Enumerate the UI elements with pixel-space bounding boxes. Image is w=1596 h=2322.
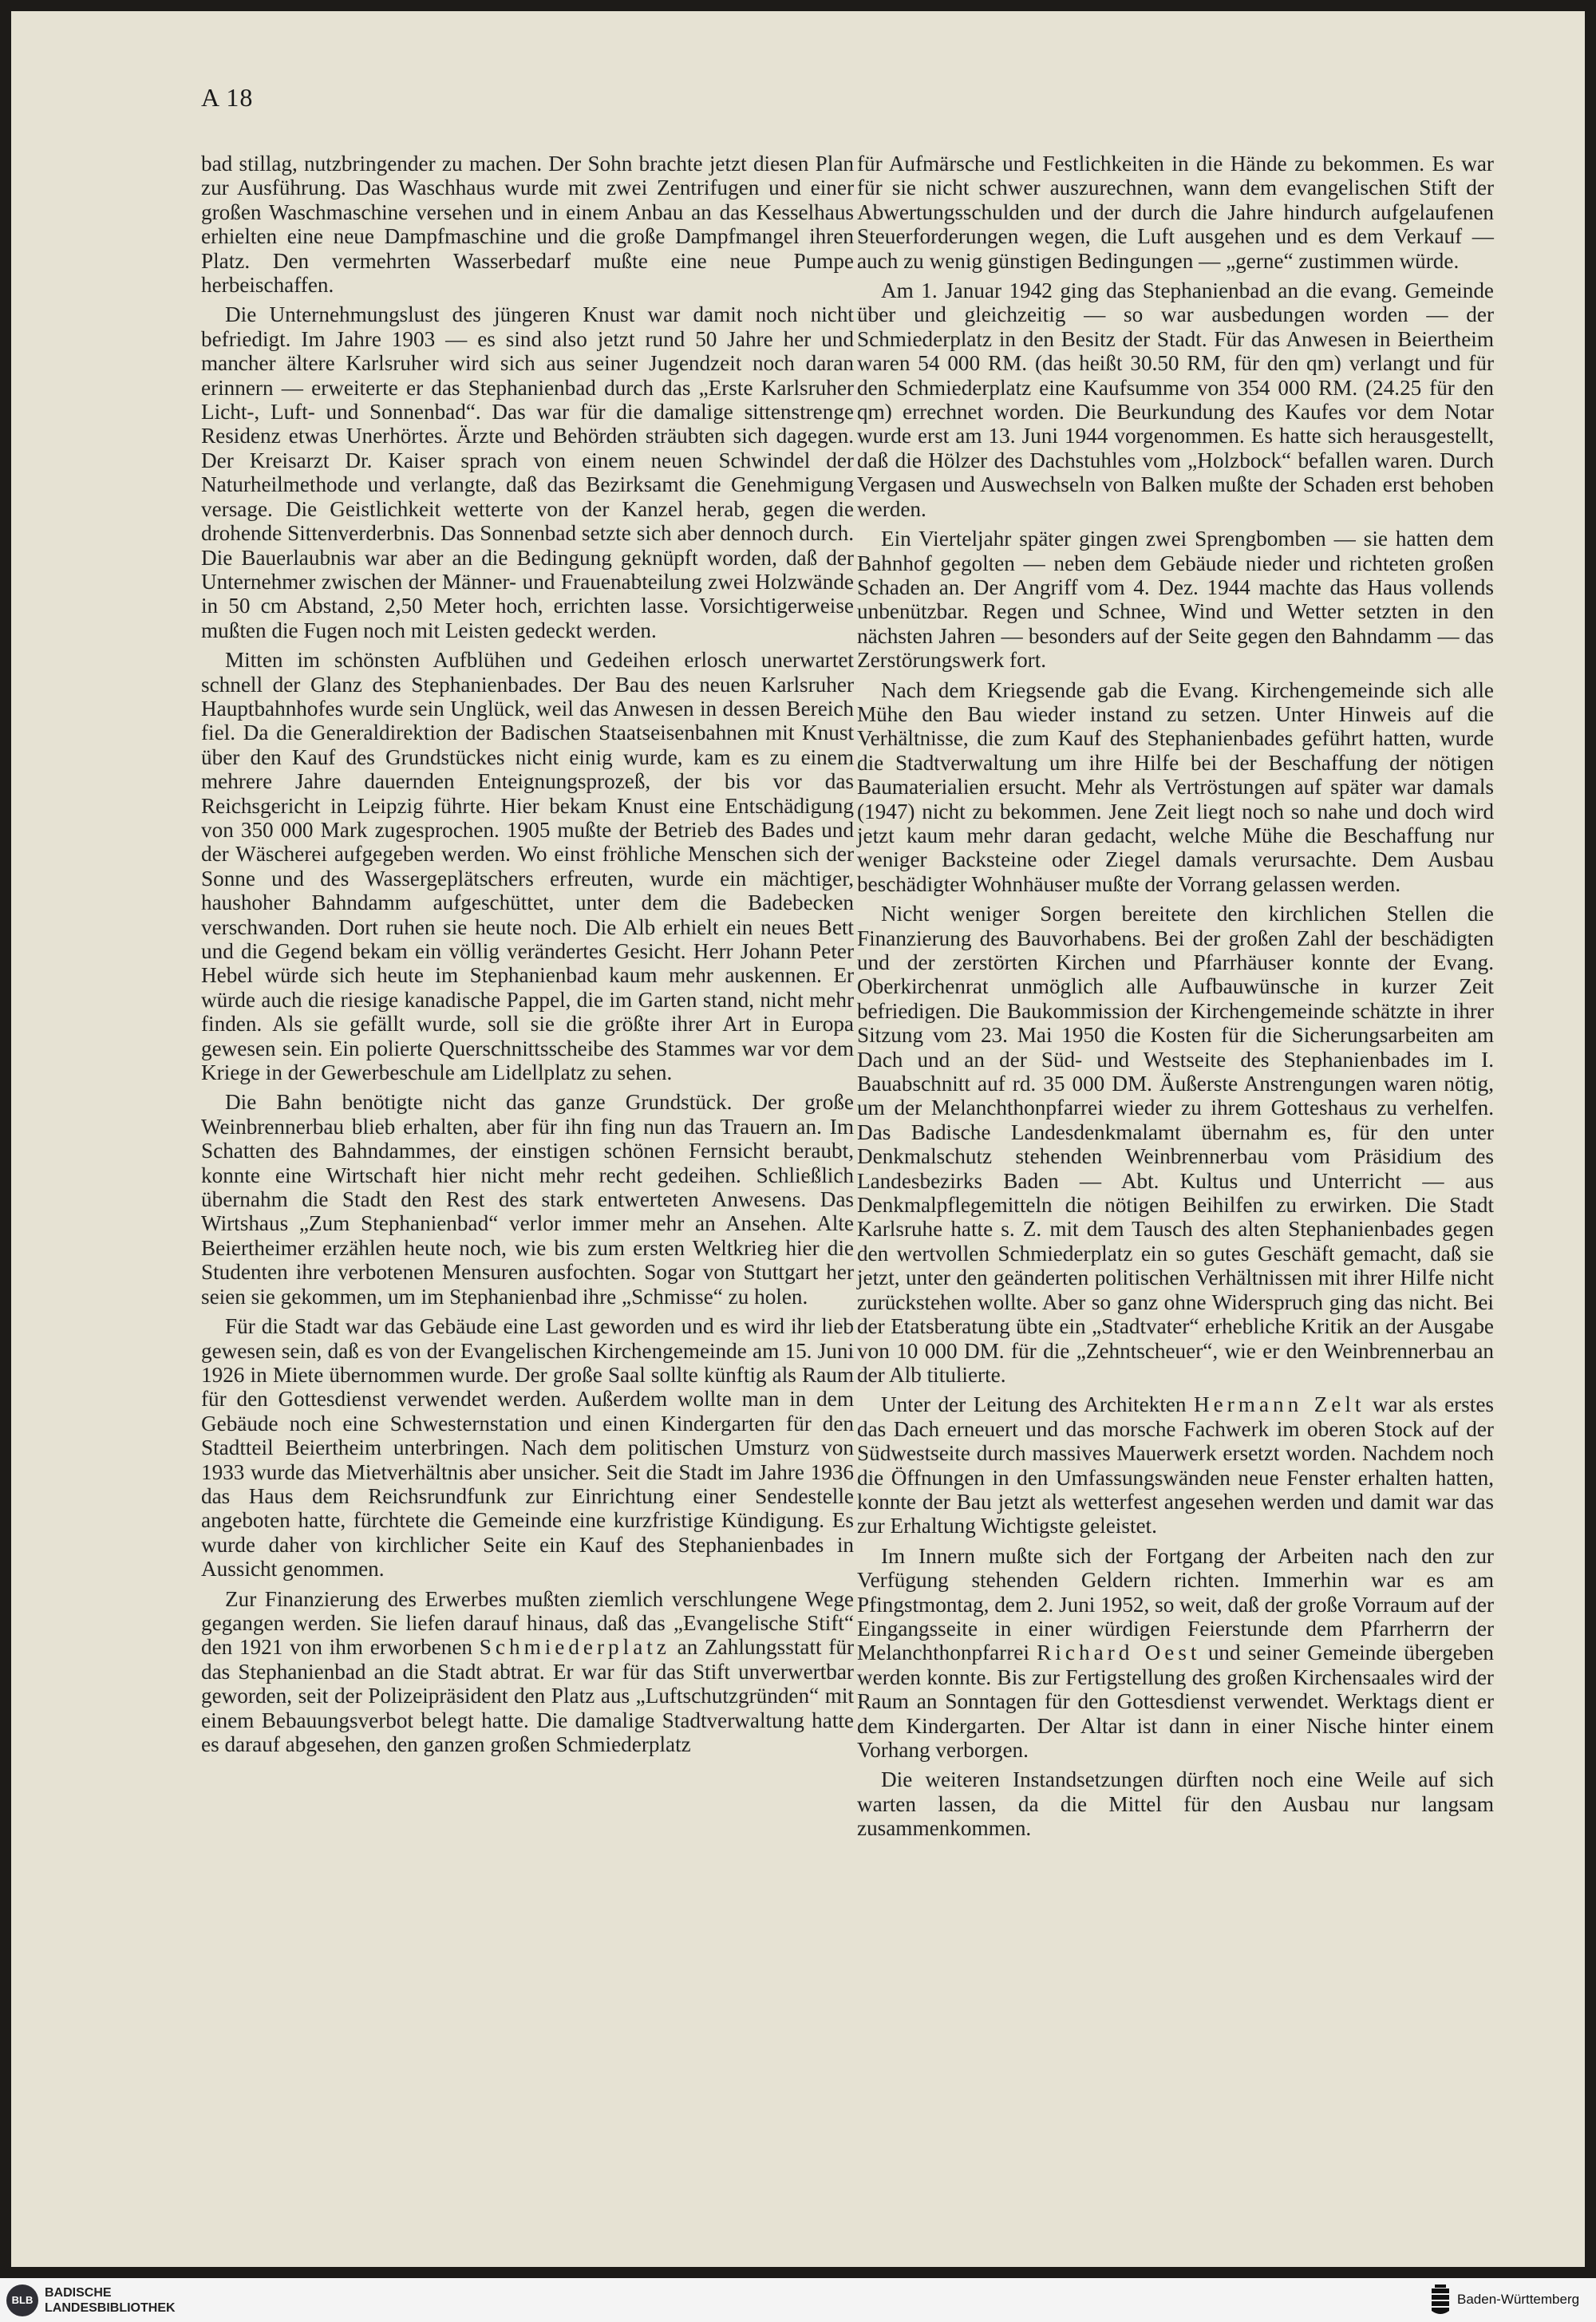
text-run: Im Innern mußte sich der Fortgang der Arbeiten nach den zur Verfügung stehenden Geldern richten. Immerhin war es am Pfingstmontag, dem 2. Juni 1952, so weit, daß der große Vorraum auf der Eingangsseite in einer würdigen Feierstunde dem Pfarrherrn der Melanchthonpfarrei — [857, 1543, 1494, 1665]
paragraph: Für die Stadt war das Gebäude eine Last geworden und es wird ihr lieb gewesen sein, daß es von der Evangelischen Kirchengemeinde am 15. Juni 1926 in Miete übernommen wurde. Der große Saal sollte künftig als Raum für den Gottesdienst verwendet werden. Außerdem wollte man in dem Gebäude noch eine Schwesternstation und einen Kindergarten für den Stadtteil Beiertheim unterbringen. Nach dem politischen Umsturz von 1933 wurde das Mietverhältnis aber unsicher. Seit die Stadt im Jahre 1936 das Haus dem Reichsrundfunk zur Einrichtung einer Sendestelle angeboten hatte, fürchtete die Gemeinde eine kurzfristige Kündigung. Es wurde daher von kirchlicher Seite ein Kauf des Stephanienbades in Aussicht genommen. — [201, 1314, 854, 1582]
footer-bar — [0, 2278, 1596, 2322]
right-column — [857, 152, 1494, 1846]
library-name-line: LANDESBIBLIOTHEK — [45, 2301, 176, 2315]
state-coat-of-arms-icon[interactable] — [1428, 2284, 1452, 2317]
state-name[interactable]: Baden-Württemberg — [1457, 2292, 1580, 2307]
paragraph: bad stillag, nutzbringender zu machen. Der Sohn brachte jetzt diesen Plan zur Ausführung. Das Waschhaus wurde mit zwei Zentrifugen und einer großen Waschmaschine versehen und in einem Anbau an das Kesselhaus erhielten eine neue Dampfmaschine und die große Dampfmangel ihren Platz. Den vermehrten Wasserbedarf mußte eine neue Pumpe herbeischaffen. — [201, 152, 854, 298]
paragraph — [857, 1392, 1494, 1538]
text-run: Zur Finanzierung des Erwerbes mußten ziemlich verschlungene Wege gegangen werden. Sie liefen darauf hinaus, daß das „Evangelische Stift“ den 1921 von ihm erworbenen — [201, 1586, 854, 1660]
library-name-line: BADISCHE — [45, 2286, 112, 2300]
emphasized-name: Richard Oest — [1037, 1641, 1201, 1665]
page-number: A 18 — [201, 83, 254, 112]
paragraph: Die weiteren Instandsetzungen dürften noch eine Weile auf sich warten lassen, da die Mittel für den Ausbau nur langsam zusammenkommen. — [857, 1767, 1494, 1841]
paragraph: für Aufmärsche und Festlichkeiten in die Hände zu bekommen. Es war für sie nicht schwer auszurechnen, wann dem evangelischen Stift der Abwertungsschulden und der durch die Jahre hindurch aufgelaufenen Steuerforderungen wegen, die Luft ausgehen und es dem Verkauf — auch zu wenig günstigen Bedingungen — „gerne“ zustimmen würde. — [857, 152, 1494, 273]
emphasized-name: Hermann Zelt — [1194, 1392, 1365, 1417]
paragraph: Ein Vierteljahr später gingen zwei Sprengbomben — sie hatten dem Bahnhof gegolten — neben dem Gebäude nieder und richteten großen Schaden an. Der Angriff vom 4. Dez. 1944 machte das Haus vollends unbenützbar. Regen und Schnee, Wind und Wetter setzten in den nächsten Jahren — besonders auf der Seite gegen den Bahndamm — das Zerstörungswerk fort. — [857, 527, 1494, 673]
paragraph: Nach dem Kriegsende gab die Evang. Kirchengemeinde sich alle Mühe den Bau wieder instand zu setzen. Unter Hinweis auf die Verhältnisse, die zum Kauf des Stephanienbades geführt hatten, wurde die Stadtverwaltung um ihre Hilfe bei der Beschaffung der nötigen Baumaterialien ersucht. Mehr als Vertröstungen auf später war damals (1947) nicht zu bekommen. Jene Zeit liegt noch so nahe und doch wird jetzt kaum mehr daran gedacht, welche Mühe die Beschaffung nur weniger Backsteine oder Ziegel damals verursachte. Dem Ausbau beschädigter Wohnhäuser mußte der Vorrang gelassen werden. — [857, 677, 1494, 896]
paragraph: Die Unternehmungslust des jüngeren Knust war damit noch nicht befriedigt. Im Jahre 1903 — es sind also jetzt rund 50 Jahre her und mancher ältere Karlsruher wird sich aus seiner Jugendzeit noch daran erinnern — erweiterte er das Stephanienbad durch das „Erste Karlsruher Licht-, Luft- und Sonnenbad“. Das war für die damalige sittenstrenge Residenz etwas Unerhörtes. Ärzte und Behörden sträubten sich dagegen. Der Kreisarzt Dr. Kaiser sprach von einem neuen Schwindel der Naturheilmethode und verlangte, daß das Bezirksamt die Genehmigung versage. Die Geistlichkeit wetterte von der Kanzel herab, gegen die drohende Sittenverderbnis. Das Sonnenbad setzte sich aber dennoch durch. Die Bauerlaubnis war aber an die Bedingung geknüpft worden, daß der Unternehmer zwischen der Männer- und Frauenabteilung zwei Holzwände in 50 cm Abstand, 2,50 Meter hoch, errichten lasse. Vorsichtigerweise mußten die Fugen noch mit Leisten gedeckt werden. — [201, 302, 854, 642]
text-run: und seiner Gemeinde übergeben werden konnte. Bis zur Fertigstellung des großen Kirchensaales wird der Raum an Sonntagen für den Gottesdienst verwendet. Werktags dient er dem Kindergarten. Der Altar ist dann in einer Nische hinter einem Vorhang verborgen. — [857, 1641, 1494, 1762]
paragraph: Nicht weniger Sorgen bereitete den kirchlichen Stellen die Finanzierung des Bauvorhabens. Bei der großen Zahl der beschädigten und der zerstörten Kirchen und Pfarrhäuser konnte der Evang. Oberkirchenrat unmöglich alle Aufbauwünsche in kurzer Zeit befriedigen. Die Baukommission der Kirchengemeinde schätzte in ihrer Sitzung vom 23. Mai 1950 die Kosten für die Sicherungsarbeiten am Dach und an der Süd- und Westseite des Stephanienbades im I. Bauabschnitt auf rd. 35 000 DM. Äußerste Anstrengungen waren nötig, um der Melanchthonpfarrei wieder zu ihrem Gotteshaus zu verhelfen. Das Badische Landesdenkmalamt übernahm es, für den unter Denkmalschutz stehenden Weinbrennerbau vom Präsidium des Landesbezirks Baden — Abt. Kultus und Unterricht — aus Denkmalpflegemitteln die nötigen Beihilfen zu erwirken. Die Stadt Karlsruhe hatte s. Z. mit dem Tausch des alten Stephanienbades gegen den wertvollen Schmiederplatz ein so gutes Geschäft gemacht, daß sie jetzt, unter den geänderten politischen Verhältnissen mit ihrer Hilfe nicht zurückstehen wollte. Aber so ganz ohne Widerspruch ging das nicht. Bei der Etatsberatung übte ein „Stadtvater“ erhebliche Kritik an der Ausgabe von 10 000 DM. für die „Zehntscheuer“, wie er den Weinbrennerbau an der Alb titulierte. — [857, 902, 1494, 1387]
emphasized-name: Schmiederplatz — [479, 1635, 670, 1660]
left-column — [201, 152, 854, 1762]
blb-logo-icon[interactable]: BLB — [6, 2284, 38, 2316]
paragraph — [201, 1587, 854, 1757]
library-name[interactable] — [45, 2285, 176, 2316]
text-run: an Zahlungsstatt für das Stephanienbad an die Stadt abtrat. Er war für das Stift unverwertbar geworden, seit der Polizeipräsident den Platz aus „Luftschutzgründen“ mit einem Bebauungsverbot belegt hatte. Die damalige Stadtverwaltung hatte es darauf abgesehen, den ganzen großen Schmiederplatz — [201, 1635, 854, 1756]
paragraph — [857, 1544, 1494, 1763]
paragraph: Am 1. Januar 1942 ging das Stephanienbad an die evang. Gemeinde über und gleichzeitig — so war ausbedungen worden — der Schmiederplatz in den Besitz der Stadt. Für das Anwesen in Beiertheim waren 54 000 RM. (das heißt 30.50 RM, für den qm) verlangt und für den Schmiederplatz eine Kaufsumme von 354 000 RM. (24.25 für den qm) errechnet worden. Die Beurkundung des Kaufes vor dem Notar wurde erst am 13. Juni 1944 vorgenommen. Es hatte sich herausgestellt, daß die Hölzer des Dachstuhles vom „Holzbock“ befallen waren. Durch Vergasen und Auswechseln von Balken mußte der Schaden erst behoben werden. — [857, 278, 1494, 521]
text-run: Unter der Leitung des Architekten — [881, 1392, 1194, 1417]
paragraph: Mitten im schönsten Aufblühen und Gedeihen erlosch unerwartet schnell der Glanz des Stephanienbades. Der Bau des neuen Karlsruher Hauptbahnhofes wurde sein Unglück, weil das Anwesen in dessen Bereich fiel. Da die Generaldirektion der Badischen Staatseisenbahnen mit Knust über den Kauf des Grundstückes nicht einig wurde, kam es zu einem mehrere Jahre dauernden Enteignungsprozeß, der bis vor das Reichsgericht in Leipzig führte. Hier bekam Knust eine Entschädigung von 350 000 Mark zugesprochen. 1905 mußte der Betrieb des Bades und der Wäscherei aufgegeben werden. Wo einst fröhliche Menschen sich der Sonne und des Wassergeplätschers erfreuten, wurde ein mächtiger, haushoher Bahndamm aufgeschüttet, unter dem die Badebecken verschwanden. Dort ruhen sie heute noch. Die Alb erhielt ein neues Bett und die Gegend bekam ein völlig verändertes Gesicht. Herr Johann Peter Hebel würde sich heute im Stephanienbad kaum mehr auskennen. Er würde auch die riesige kanadische Pappel, die im Garten stand, nicht mehr finden. Als sie gefällt wurde, soll sie die größte ihrer Art in Europa gewesen sein. Ein polierte Querschnittsscheibe des Stammes war vor dem Kriege in der Gewerbeschule am Lidellplatz zu sehen. — [201, 648, 854, 1085]
paragraph: Die Bahn benötigte nicht das ganze Grundstück. Der große Weinbrennerbau blieb erhalten, aber für ihn fing nun das Trauern an. Im Schatten des Bahndammes, der einstigen schönen Fernsicht beraubt, konnte eine Wirtschaft hier nicht mehr recht gedeihen. Schließlich übernahm die Stadt den Rest des stark entwerteten Anwesens. Das Wirtshaus „Zum Stephanienbad“ verlor immer mehr an Ansehen. Alte Beiertheimer erzählen heute noch, wie bis zum ersten Weltkrieg hier die Studenten ihre verbotenen Mensuren ausfochten. Sogar von Stuttgart her seien sie gekommen, um im Stephanienbad ihre „Schmisse“ zu holen. — [201, 1090, 854, 1309]
text-run: war als erstes das Dach erneuert und das morsche Fachwerk im oberen Stock auf der Südwestseite durch massives Mauerwerk ersetzt worden. Nachdem noch die Öffnungen in den Umfassungswänden neue Fenster erhalten hatten, konnte der Bau jetzt als wetterfest angesehen werden und damit war das zur Erhaltung Wichtigste geleistet. — [857, 1392, 1494, 1538]
